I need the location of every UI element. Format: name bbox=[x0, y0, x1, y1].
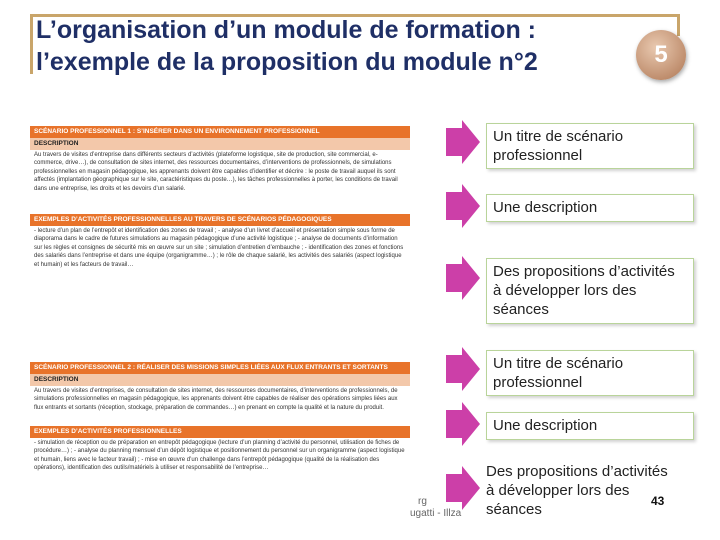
scenario-1-header: SCÉNARIO PROFESSIONNEL 1 : S’INSÉRER DANS UN ENVIRONNEMENT PROFESSIONNEL bbox=[30, 126, 410, 138]
scenario-2-activities-text: - simulation de réception ou de préparation en entrepôt pédagogique (lecture d’un planning d’activité du personnel, utilisation de fiches de procédure…) ; - analyse du planning mensuel d’un dépôt logistique et positionnement du personnel sur un organigramme (aspect logistique et humain, liens avec le facteur travail) ; - mise en œuvre d’un challenge dans l’entrepôt pédagogique (qualité de la réalisation des opérations), identification des outils/matériels à utiliser et responsabilité de l’entreprise… bbox=[34, 440, 405, 472]
scenario-2-header: SCÉNARIO PROFESSIONNEL 2 : RÉALISER DES MISSIONS SIMPLES LIÉES AUX FLUX ENTRANTS ET SORTANTS bbox=[30, 362, 410, 374]
title-rule-left bbox=[30, 14, 33, 74]
callout-activities-1: Des propositions d’activités à développer lors des séances bbox=[486, 258, 694, 324]
slide-title bbox=[36, 14, 636, 78]
scenario-document-2 bbox=[30, 362, 410, 520]
callout-description-2: Une description bbox=[486, 412, 694, 440]
footer-fragment-1: rg bbox=[418, 496, 427, 507]
scenario-1-description-text: Au travers de visites d’entreprise dans différents secteurs d’activités (plateforme logistique, site de production, site commercial, e-commerce, drive…), de consultation de sites internet, des ressources documentaires, d’interventions de professionnels, de simulations professionnelles en magasin pédagogique, les apprenants doivent être capables d’identifier et décrire : le poste de travail auquel ils sont affectés (implantation géographique sur le site, caractéristiques du poste…), les tâches professionnelles à porter, les conditions de travail dans une entreprise, les droits et les devoirs d’un salarié. bbox=[34, 152, 398, 192]
callout-scenario-title-1: Un titre de scénario professionnel bbox=[486, 123, 694, 169]
scenario-2-activities-heading: EXEMPLES D’ACTIVITÉS PROFESSIONNELLES bbox=[30, 426, 410, 438]
scenario-1-activities-text: - lecture d’un plan de l’entrepôt et identification des zones de travail ; - analyse d’un livret d’accueil et présentation simple sous forme de diaporama dans le cadre de futures simulations au magasin pédagogique d’une activité logistique ; - analyse de documents d’information sur les règles et consignes de sécurité mis en œuvre sur un site ; simulation d’entretien d’embauche ; - identification des zones et fonctions des salariés dans l’entreprise et dans une équipe (organigramme…) ; le rôle de chaque salarié, les activités des salariés (aspect logistique et humain) et les facteurs de travail… bbox=[34, 228, 404, 268]
callout-description-1: Une description bbox=[486, 194, 694, 222]
arrow-right-icon bbox=[446, 184, 480, 228]
number-badge: 5 bbox=[636, 30, 686, 80]
scenario-2-description-text: Au travers de visites d’entreprises, de consultation de sites internet, des ressources documentaires, d’interventions de professionnels, de simulations professionnelles en magasin pédagogique, les apprenants doivent être capables de réaliser des opérations simples liées aux flux entrants et sortants (réception, stockage, préparation de commandes…) en prenant en compte la qualité et la nature du produit. bbox=[34, 388, 398, 411]
scenario-1-activities-heading: EXEMPLES D’ACTIVITÉS PROFESSIONNELLES AU TRAVERS DE SCÉNARIOS PÉDAGOGIQUES bbox=[30, 214, 410, 226]
arrow-right-icon bbox=[446, 402, 480, 446]
arrow-right-icon bbox=[446, 466, 480, 510]
scenario-document-1 bbox=[30, 126, 410, 342]
page-number: 43 bbox=[651, 494, 665, 508]
arrow-right-icon bbox=[446, 347, 480, 391]
arrow-right-icon bbox=[446, 256, 480, 300]
footer-fragment-2: ugatti - Illza bbox=[410, 508, 462, 519]
callout-scenario-title-2: Un titre de scénario professionnel bbox=[486, 350, 694, 396]
callout-activities-2: Des propositions d’activités à développer lors des séances bbox=[480, 459, 674, 525]
scenario-1-description-heading: DESCRIPTION bbox=[30, 138, 410, 150]
scenario-2-description-heading: DESCRIPTION bbox=[30, 374, 410, 386]
arrow-right-icon bbox=[446, 120, 480, 164]
slide-title-line1: L’organisation d’un module de formation : bbox=[36, 16, 536, 44]
title-rule-right bbox=[677, 14, 680, 36]
slide-title-line2: l’exemple de la proposition du module n°2 bbox=[36, 48, 538, 76]
